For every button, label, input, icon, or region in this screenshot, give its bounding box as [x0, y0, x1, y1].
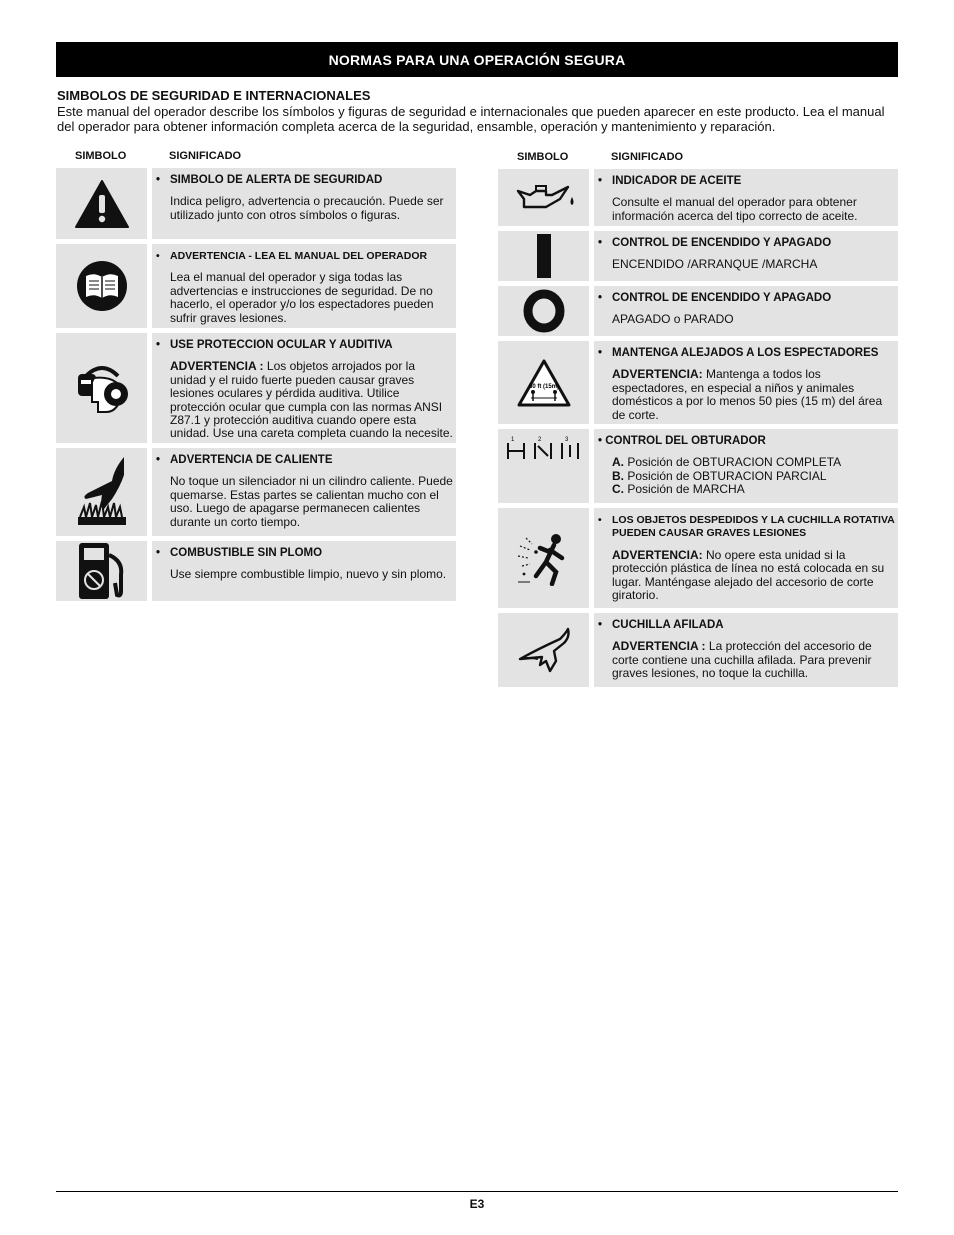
row-text: Use siempre combustible limpio, nuevo y sin plomo. — [170, 567, 447, 582]
row-text: Consulte el manual del operador para obtener información acerca del tipo correcto de aceite. — [612, 195, 858, 223]
row-title: MANTENGA ALEJADOS A LOS ESPECTADORES — [612, 347, 879, 359]
table-row: • ADVERTENCIA - LEA EL MANUAL DEL OPERADOR Lea el manual del operador y siga todas las advertencias e instrucciones de seguridad. De no hacerlo, el operador y/o los espectadores pueden sufrir graves lesiones. — [56, 244, 456, 328]
power-on-i-icon — [498, 231, 589, 281]
safety-alert-triangle-icon — [56, 168, 147, 239]
sharp-blade-icon — [498, 613, 589, 687]
row-title: ADVERTENCIA - LEA EL MANUAL DEL OPERADOR — [170, 250, 428, 262]
table-row: • LOS OBJETOS DESPEDIDOS Y LA CUCHILLA ROTATIVA PUEDEN CAUSAR GRAVES LESIONES ADVERTENCIA: No opere esta unidad si la protección plástica de línea no está colocada en su lugar. Manténgase alejado del accesorio de corte giratorio. — [498, 508, 898, 608]
section-title: SIMBOLOS DE SEGURIDAD E INTERNACIONALES — [57, 88, 371, 103]
table-row: • SIMBOLO DE ALERTA DE SEGURIDAD Indica peligro, advertencia o precaución. Puede ser utilizado junto con otros símbolos o figuras. — [56, 168, 456, 239]
choke-control-icon — [498, 429, 589, 503]
eye-ear-protection-icon — [56, 333, 147, 443]
svg-text:3: 3 — [564, 437, 568, 443]
row-title: INDICADOR DE ACEITE — [612, 175, 742, 187]
row-text: ADVERTENCIA: Mantenga a todos los espectadores, en especial a niños y animales domésticos a por lo menos 50 pies (15 m) del área de corte. — [612, 367, 883, 422]
header-symbol: SIMBOLO — [517, 151, 569, 163]
row-text: ADVERTENCIA: No opere esta unidad si la protección plástica de línea no está colocada en su lugar. Manténgase alejado del accesorio de corte giratorio. — [612, 547, 885, 603]
row-title: CONTROL DE ENCENDIDO Y APAGADO — [612, 237, 832, 249]
table-row: 1 2 3 • CONTROL DEL OBTURADOR A. Posición de OBTURACION COMPLETA B. Posición de OBTURACION PARCIAL C. Posición de MARCHA — [498, 429, 898, 503]
table-row: • COMBUSTIBLE SIN PLOMO Use siempre combustible limpio, nuevo y sin plomo. — [56, 541, 456, 601]
table-header — [56, 148, 456, 168]
row-text: APAGADO o PARADO — [612, 312, 734, 327]
choke-line-c: C. Posición de MARCHA — [612, 482, 745, 497]
row-title: CUCHILLA AFILADA — [612, 619, 724, 631]
row-title: COMBUSTIBLE SIN PLOMO — [170, 547, 323, 559]
svg-text:1: 1 — [510, 437, 514, 443]
keep-bystanders-away-icon — [498, 341, 589, 424]
header-symbol: SIMBOLO — [75, 150, 127, 162]
intro-paragraph: Este manual del operador describe los símbolos y figuras de seguridad e internacionales que pueden aparecer en este producto. Lea el manual del operador para obtener información completa acerca de la seguridad, ensamble, operación y mantenimiento y reparación. — [57, 104, 885, 134]
row-text: Lea el manual del operador y siga todas las advertencias e instrucciones de seguridad. De no hacerlo, el operador y/o los espectadores pueden sufrir graves lesiones. — [170, 270, 434, 325]
power-off-o-icon — [498, 286, 589, 336]
table-row: • CONTROL DE ENCENDIDO Y APAGADO ENCENDIDO /ARRANQUE /MARCHA — [498, 231, 898, 281]
svg-text:2: 2 — [537, 437, 541, 443]
row-title: ADVERTENCIA DE CALIENTE — [170, 454, 333, 466]
header-meaning: SIGNIFICADO — [169, 150, 242, 162]
table-row: • CONTROL DE ENCENDIDO Y APAGADO APAGADO o PARADO — [498, 286, 898, 336]
table-row: • INDICADOR DE ACEITE Consulte el manual del operador para obtener información acerca del tipo correcto de aceite. — [498, 169, 898, 226]
choke-line-b: B. Posición de OBTURACION PARCIAL — [612, 468, 827, 483]
unleaded-fuel-pump-icon — [56, 541, 147, 601]
header-meaning: SIGNIFICADO — [611, 151, 684, 163]
hot-surface-icon — [56, 448, 147, 536]
row-title: SIMBOLO DE ALERTA DE SEGURIDAD — [170, 174, 383, 186]
table-row: • ADVERTENCIA DE CALIENTE No toque un silenciador ni un cilindro caliente. Puede quemarse. Estas partes se calientan mucho con el uso. Luego de apagarse permanecen calientes durante un corto tiempo. — [56, 448, 456, 536]
row-title: LOS OBJETOS DESPEDIDOS Y LA CUCHILLA ROTATIVA PUEDEN CAUSAR GRAVES LESIONES — [612, 514, 895, 540]
footer-rule — [56, 1191, 898, 1192]
page-number: E3 — [469, 1197, 485, 1211]
right-symbol-table — [498, 149, 898, 687]
row-title: CONTROL DE ENCENDIDO Y APAGADO — [612, 292, 832, 304]
row-text: Indica peligro, advertencia o precaución. Puede ser utilizado junto con otros símbolos o figuras. — [170, 194, 444, 222]
table-row: 50 ft (15m) • MANTENGA ALEJADOS A LOS ESPECTADORES ADVERTENCIA: Mantenga a todos los espectadores, en especial a niños y animales domésticos a por lo menos 50 pies (15 m) del área de corte. — [498, 341, 898, 424]
row-text: ENCENDIDO /ARRANQUE /MARCHA — [612, 257, 818, 272]
oil-can-icon — [498, 169, 589, 226]
table-row: • USE PROTECCION OCULAR Y AUDITIVA ADVERTENCIA : Los objetos arrojados por la unidad y el ruido fuerte pueden causar graves lesiones oculares y pérdida auditiva. Utilice protección ocular que cumpla con las normas ANSI Z87.1 y protección auditiva cuando opere esta unidad. Use una careta completa cuando la necesite. — [56, 333, 456, 443]
choke-line-a: A. Posición de OBTURACION COMPLETA — [612, 455, 842, 470]
row-text: ADVERTENCIA : Los objetos arrojados por la unidad y el ruido fuerte pueden causar graves lesiones oculares y pérdida auditiva. Utilice protección ocular que cumpla con las normas ANSI Z87.1 y protección auditiva cuando opere esta unidad. Use una careta completa cuando la necesite. — [170, 359, 453, 441]
section-banner: NORMAS PARA UNA OPERACIÓN SEGURA — [56, 42, 898, 77]
row-title: USE PROTECCION OCULAR Y AUDITIVA — [170, 339, 393, 351]
choke-positions — [598, 456, 896, 496]
thrown-objects-icon — [498, 508, 589, 608]
row-text: ADVERTENCIA : La protección del accesorio de corte contiene una cuchilla afilada. Para prevenir graves lesiones, no toque la cuchilla. — [612, 639, 872, 681]
operator-manual-icon — [56, 244, 147, 328]
left-symbol-table — [56, 148, 456, 601]
table-header — [498, 149, 898, 169]
row-text: No toque un silenciador ni un cilindro caliente. Puede quemarse. Estas partes se calientan mucho con el uso. Luego de apagarse permanecen calientes durante un corto tiempo. — [170, 474, 453, 529]
table-row: • CUCHILLA AFILADA ADVERTENCIA : La protección del accesorio de corte contiene una cuchilla afilada. Para prevenir graves lesiones, no toque la cuchilla. — [498, 613, 898, 687]
row-title: CONTROL DEL OBTURADOR — [605, 435, 766, 447]
svg-text:50 ft (15m): 50 ft (15m) — [528, 383, 559, 390]
